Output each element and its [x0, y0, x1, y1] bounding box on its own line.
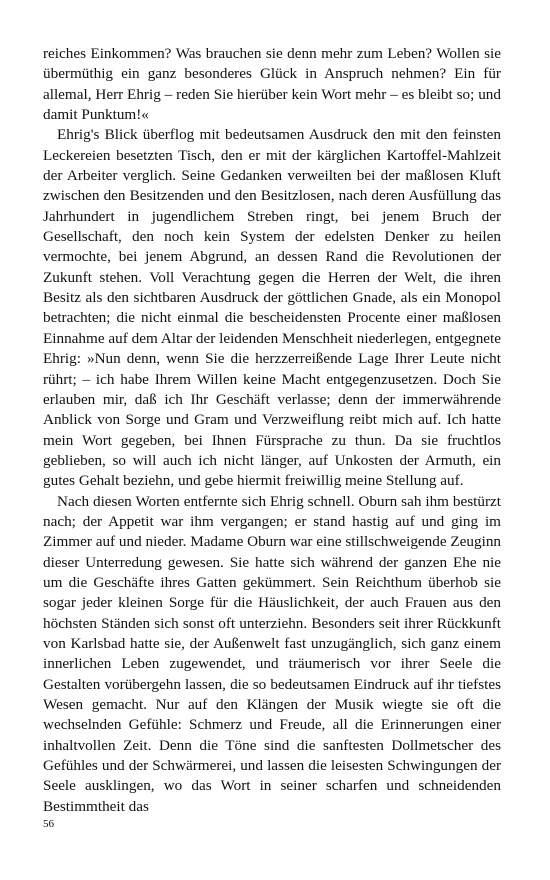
- paragraph-3: Nach diesen Worten entfernte sich Ehrig schnell. Oburn sah ihm bestürzt nach; der Appetit war ihm vergangen; er stand hastig auf und ging im Zimmer auf und nieder. Madame Oburn war eine stillschweigende Zeuginn dieser Unterredung gewesen. Sie hatte sich während der ganzen Ehe nie um die Geschäfte ihres Gatten gekümmert. Sein Reichthum überhob sie sogar jeder kleinen Sorge für die Häuslichkeit, der auch Frauen aus den höchsten Ständen sich sonst oft unterziehn. Besonders seit ihrer Rückkunft von Karlsbad hatte sie, der Außenwelt fast unzugänglich, sich ganz einem innerlichen Leben zugewendet, und träumerisch vor ihrer Seele die Gestalten vorübergehn lassen, die so bedeutsamen Eindruck auf ihr tiefstes Wesen gemacht. Nur auf den Klängen der Musik wiegte sie oft die wechselnden Gefühle: Schmerz und Freude, all die Erinnerungen einer inhaltvollen Zeit. Denn die Töne sind die sanftesten Dollmetscher des Gefühles und der Schwärmerei, und lassen die leisesten Schwingungen der Seele ausklingen, wo das Wort in seiner scharfen und schneidenden Bestimmtheit das: [43, 492, 502, 815]
- paragraph-1: reiches Einkommen? Was brauchen sie denn mehr zum Leben? Wollen sie übermüthig ein ganz besonderes Glück in Anspruch nehmen? Ein für allemal, Herr Ehrig – reden Sie hierüber kein Wort mehr – es bleibt so; und damit Punktum!«: [43, 45, 501, 124]
- page-number: 56: [43, 818, 54, 830]
- page-body: [43, 44, 501, 817]
- paragraph-2: Ehrig's Blick überflog mit bedeutsamen Ausdruck den mit den feinsten Leckereien besetzten Tisch, den er mit der kärglichen Kartoffel-Mahlzeit der Arbeiter verglich. Seine Gedanken verweilten bei der maßlosen Kluft zwischen den Besitzenden und den Besitzlosen, nach deren Ausfüllung das Jahrhundert in jugendlichem Streben ringt, bei jenem Bruch der Gesellschaft, den noch kein System der edelsten Denker zu heilen vermochte, bei jenem Abgrund, an dessen Rand die Revolutionen der Zukunft stehen. Voll Verachtung gegen die Herren der Welt, die ihren Besitz als den sichtbaren Ausdruck der göttlichen Gnade, als ein Monopol betrachten; die nicht einmal die bescheidensten Procente einer maßlosen Einnahme auf dem Altar der leidenden Menschheit niederlegen, entgegnete Ehrig: »Nun denn, wenn Sie die herzzerreißende Lage Ihrer Leute nicht rührt; – ich habe Ihrem Willen keine Macht entgegenzusetzen. Doch Sie erlauben mir, daß ich Ihr Geschäft verlasse; denn der immerwährende Anblick von Sorge und Gram und Verzweiflung reibt mich auf. Ich hatte mein Wort gegeben, bei Ihnen Fürsprache zu thun. Da sie fruchtlos geblieben, so will auch ich nicht länger, auf Unkosten der Armuth, ein gutes Gehalt beziehn, und gebe hiermit freiwillig meine Stellung auf.: [43, 126, 501, 490]
